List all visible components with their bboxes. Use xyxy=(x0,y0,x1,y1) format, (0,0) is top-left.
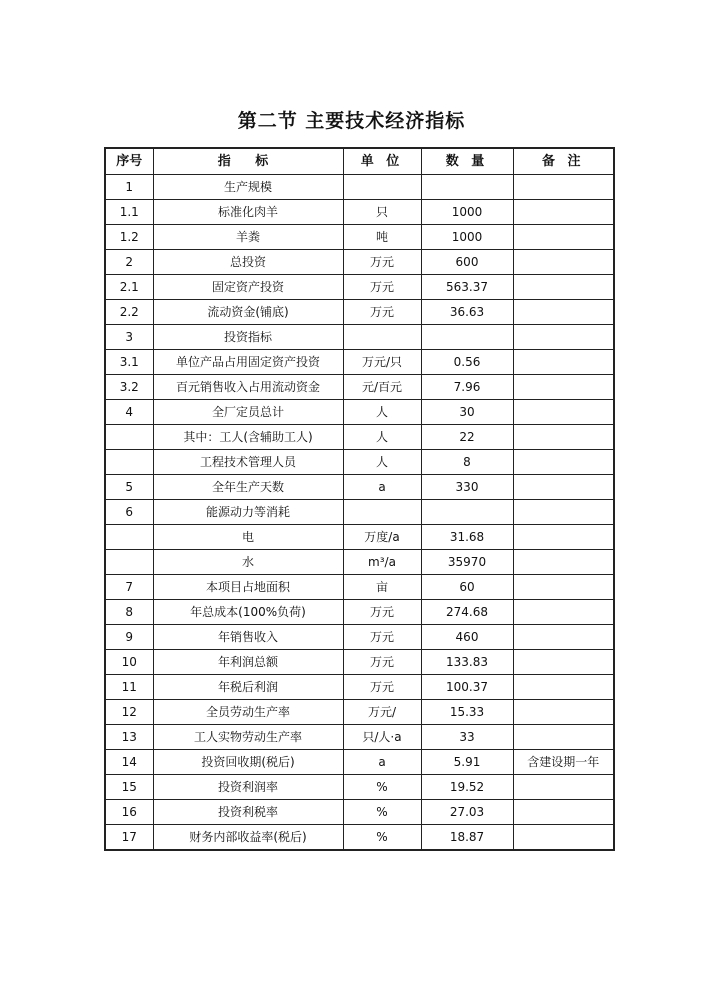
row-quantity-cell: 274.68 xyxy=(421,600,513,625)
row-unit-cell: 万度/a xyxy=(343,525,421,550)
row-quantity-cell xyxy=(421,325,513,350)
row-item-cell: 年税后利润 xyxy=(153,675,343,700)
row-note-cell xyxy=(513,600,614,625)
row-unit-cell: 万元/ xyxy=(343,700,421,725)
row-quantity-cell: 1000 xyxy=(421,200,513,225)
table-row xyxy=(105,525,614,550)
row-item-cell: 工程技术管理人员 xyxy=(153,450,343,475)
row-number-cell: 2 xyxy=(105,250,153,275)
row-note-cell xyxy=(513,325,614,350)
row-quantity-cell: 7.96 xyxy=(421,375,513,400)
row-note-cell xyxy=(513,475,614,500)
row-note-cell xyxy=(513,225,614,250)
row-item-cell: 能源动力等消耗 xyxy=(153,500,343,525)
row-unit-cell: 万元 xyxy=(343,275,421,300)
row-number-cell: 3.2 xyxy=(105,375,153,400)
table-row xyxy=(105,300,614,325)
row-unit-cell: % xyxy=(343,800,421,825)
row-unit-cell: 万元 xyxy=(343,600,421,625)
row-note-cell xyxy=(513,500,614,525)
row-number-cell xyxy=(105,450,153,475)
table-row xyxy=(105,450,614,475)
row-note-cell xyxy=(513,525,614,550)
table-row xyxy=(105,225,614,250)
table-row xyxy=(105,500,614,525)
row-number-cell: 15 xyxy=(105,775,153,800)
header-qty: 数 量 xyxy=(421,148,513,175)
row-note-cell xyxy=(513,825,614,851)
row-item-cell: 总投资 xyxy=(153,250,343,275)
row-number-cell xyxy=(105,525,153,550)
row-number-cell: 1 xyxy=(105,175,153,200)
header-row xyxy=(105,148,614,175)
row-quantity-cell xyxy=(421,500,513,525)
row-unit-cell: % xyxy=(343,825,421,851)
row-note-cell xyxy=(513,175,614,200)
row-quantity-cell: 133.83 xyxy=(421,650,513,675)
table-row xyxy=(105,400,614,425)
row-item-cell: 投资回收期(税后) xyxy=(153,750,343,775)
row-unit-cell xyxy=(343,325,421,350)
row-number-cell: 2.1 xyxy=(105,275,153,300)
row-item-cell: 其中：工人(含辅助工人) xyxy=(153,425,343,450)
row-unit-cell: a xyxy=(343,750,421,775)
row-note-cell xyxy=(513,275,614,300)
row-unit-cell: 元/百元 xyxy=(343,375,421,400)
table-row xyxy=(105,175,614,200)
row-note-cell xyxy=(513,575,614,600)
table-row xyxy=(105,675,614,700)
table-header xyxy=(105,148,614,175)
row-unit-cell xyxy=(343,175,421,200)
row-unit-cell: 只/人·a xyxy=(343,725,421,750)
row-unit-cell: 只 xyxy=(343,200,421,225)
table-row xyxy=(105,750,614,775)
row-item-cell: 百元销售收入占用流动资金 xyxy=(153,375,343,400)
row-item-cell: 投资指标 xyxy=(153,325,343,350)
row-number-cell: 17 xyxy=(105,825,153,851)
row-quantity-cell: 460 xyxy=(421,625,513,650)
row-quantity-cell: 60 xyxy=(421,575,513,600)
row-unit-cell: 人 xyxy=(343,400,421,425)
table-row xyxy=(105,200,614,225)
header-no: 序号 xyxy=(105,148,153,175)
row-number-cell: 6 xyxy=(105,500,153,525)
row-quantity-cell: 31.68 xyxy=(421,525,513,550)
row-quantity-cell: 1000 xyxy=(421,225,513,250)
row-quantity-cell: 22 xyxy=(421,425,513,450)
row-quantity-cell: 5.91 xyxy=(421,750,513,775)
table-row xyxy=(105,425,614,450)
page-title: 第二节 主要技术经济指标 xyxy=(237,110,466,132)
row-number-cell: 13 xyxy=(105,725,153,750)
row-quantity-cell: 15.33 xyxy=(421,700,513,725)
row-unit-cell: 吨 xyxy=(343,225,421,250)
table-row xyxy=(105,575,614,600)
row-unit-cell: 万元/只 xyxy=(343,350,421,375)
row-item-cell: 年销售收入 xyxy=(153,625,343,650)
row-note-cell xyxy=(513,625,614,650)
row-number-cell: 4 xyxy=(105,400,153,425)
row-item-cell: 本项目占地面积 xyxy=(153,575,343,600)
indicators-table xyxy=(104,147,615,851)
header-note: 备 注 xyxy=(513,148,614,175)
row-quantity-cell: 19.52 xyxy=(421,775,513,800)
row-number-cell: 10 xyxy=(105,650,153,675)
row-quantity-cell: 330 xyxy=(421,475,513,500)
table-row xyxy=(105,250,614,275)
row-number-cell: 12 xyxy=(105,700,153,725)
table-row xyxy=(105,650,614,675)
row-quantity-cell: 563.37 xyxy=(421,275,513,300)
table-row xyxy=(105,725,614,750)
row-note-cell xyxy=(513,775,614,800)
row-number-cell: 5 xyxy=(105,475,153,500)
row-number-cell: 9 xyxy=(105,625,153,650)
row-item-cell: 单位产品占用固定资产投资 xyxy=(153,350,343,375)
table-body xyxy=(105,175,614,851)
row-item-cell: 流动资金(铺底) xyxy=(153,300,343,325)
row-note-cell xyxy=(513,250,614,275)
row-number-cell: 11 xyxy=(105,675,153,700)
row-item-cell: 投资利税率 xyxy=(153,800,343,825)
row-note-cell xyxy=(513,450,614,475)
row-note-cell xyxy=(513,700,614,725)
table-row xyxy=(105,800,614,825)
row-number-cell: 1.2 xyxy=(105,225,153,250)
row-number-cell xyxy=(105,425,153,450)
row-unit-cell: 万元 xyxy=(343,250,421,275)
row-quantity-cell: 35970 xyxy=(421,550,513,575)
row-note-cell xyxy=(513,675,614,700)
row-unit-cell: % xyxy=(343,775,421,800)
header-item: 指 标 xyxy=(153,148,343,175)
row-item-cell: 羊粪 xyxy=(153,225,343,250)
row-note-cell xyxy=(513,725,614,750)
table-row xyxy=(105,275,614,300)
row-quantity-cell: 33 xyxy=(421,725,513,750)
row-item-cell: 生产规模 xyxy=(153,175,343,200)
row-unit-cell: m³/a xyxy=(343,550,421,575)
row-quantity-cell: 8 xyxy=(421,450,513,475)
row-note-cell xyxy=(513,375,614,400)
row-unit-cell: 万元 xyxy=(343,625,421,650)
row-unit-cell: 人 xyxy=(343,425,421,450)
row-item-cell: 工人实物劳动生产率 xyxy=(153,725,343,750)
row-quantity-cell: 0.56 xyxy=(421,350,513,375)
table-row xyxy=(105,325,614,350)
row-number-cell: 3 xyxy=(105,325,153,350)
table-row xyxy=(105,775,614,800)
row-item-cell: 水 xyxy=(153,550,343,575)
row-quantity-cell xyxy=(421,175,513,200)
row-unit-cell: 万元 xyxy=(343,675,421,700)
table-row xyxy=(105,550,614,575)
row-note-cell xyxy=(513,650,614,675)
row-item-cell: 全员劳动生产率 xyxy=(153,700,343,725)
row-note-cell xyxy=(513,550,614,575)
row-unit-cell xyxy=(343,500,421,525)
row-item-cell: 全厂定员总计 xyxy=(153,400,343,425)
row-unit-cell: 人 xyxy=(343,450,421,475)
row-item-cell: 投资利润率 xyxy=(153,775,343,800)
row-quantity-cell: 27.03 xyxy=(421,800,513,825)
table-row xyxy=(105,375,614,400)
table-row xyxy=(105,825,614,851)
row-note-cell xyxy=(513,350,614,375)
row-unit-cell: a xyxy=(343,475,421,500)
row-note-cell xyxy=(513,800,614,825)
row-number-cell: 14 xyxy=(105,750,153,775)
row-item-cell: 年总成本(100%负荷) xyxy=(153,600,343,625)
row-quantity-cell: 36.63 xyxy=(421,300,513,325)
header-unit: 单 位 xyxy=(343,148,421,175)
table-row xyxy=(105,600,614,625)
row-item-cell: 年利润总额 xyxy=(153,650,343,675)
row-number-cell xyxy=(105,550,153,575)
table-row xyxy=(105,700,614,725)
row-number-cell: 16 xyxy=(105,800,153,825)
row-item-cell: 固定资产投资 xyxy=(153,275,343,300)
row-quantity-cell: 600 xyxy=(421,250,513,275)
row-number-cell: 8 xyxy=(105,600,153,625)
row-item-cell: 财务内部收益率(税后) xyxy=(153,825,343,851)
row-note-cell xyxy=(513,425,614,450)
row-quantity-cell: 100.37 xyxy=(421,675,513,700)
row-number-cell: 2.2 xyxy=(105,300,153,325)
row-number-cell: 3.1 xyxy=(105,350,153,375)
row-number-cell: 1.1 xyxy=(105,200,153,225)
row-unit-cell: 万元 xyxy=(343,650,421,675)
row-note-cell xyxy=(513,400,614,425)
table-row xyxy=(105,475,614,500)
row-number-cell: 7 xyxy=(105,575,153,600)
row-quantity-cell: 30 xyxy=(421,400,513,425)
row-note-cell: 含建设期一年 xyxy=(513,750,614,775)
row-item-cell: 全年生产天数 xyxy=(153,475,343,500)
row-unit-cell: 亩 xyxy=(343,575,421,600)
row-item-cell: 电 xyxy=(153,525,343,550)
row-note-cell xyxy=(513,200,614,225)
row-unit-cell: 万元 xyxy=(343,300,421,325)
row-note-cell xyxy=(513,300,614,325)
table-row xyxy=(105,350,614,375)
row-item-cell: 标准化肉羊 xyxy=(153,200,343,225)
table-row xyxy=(105,625,614,650)
row-quantity-cell: 18.87 xyxy=(421,825,513,851)
